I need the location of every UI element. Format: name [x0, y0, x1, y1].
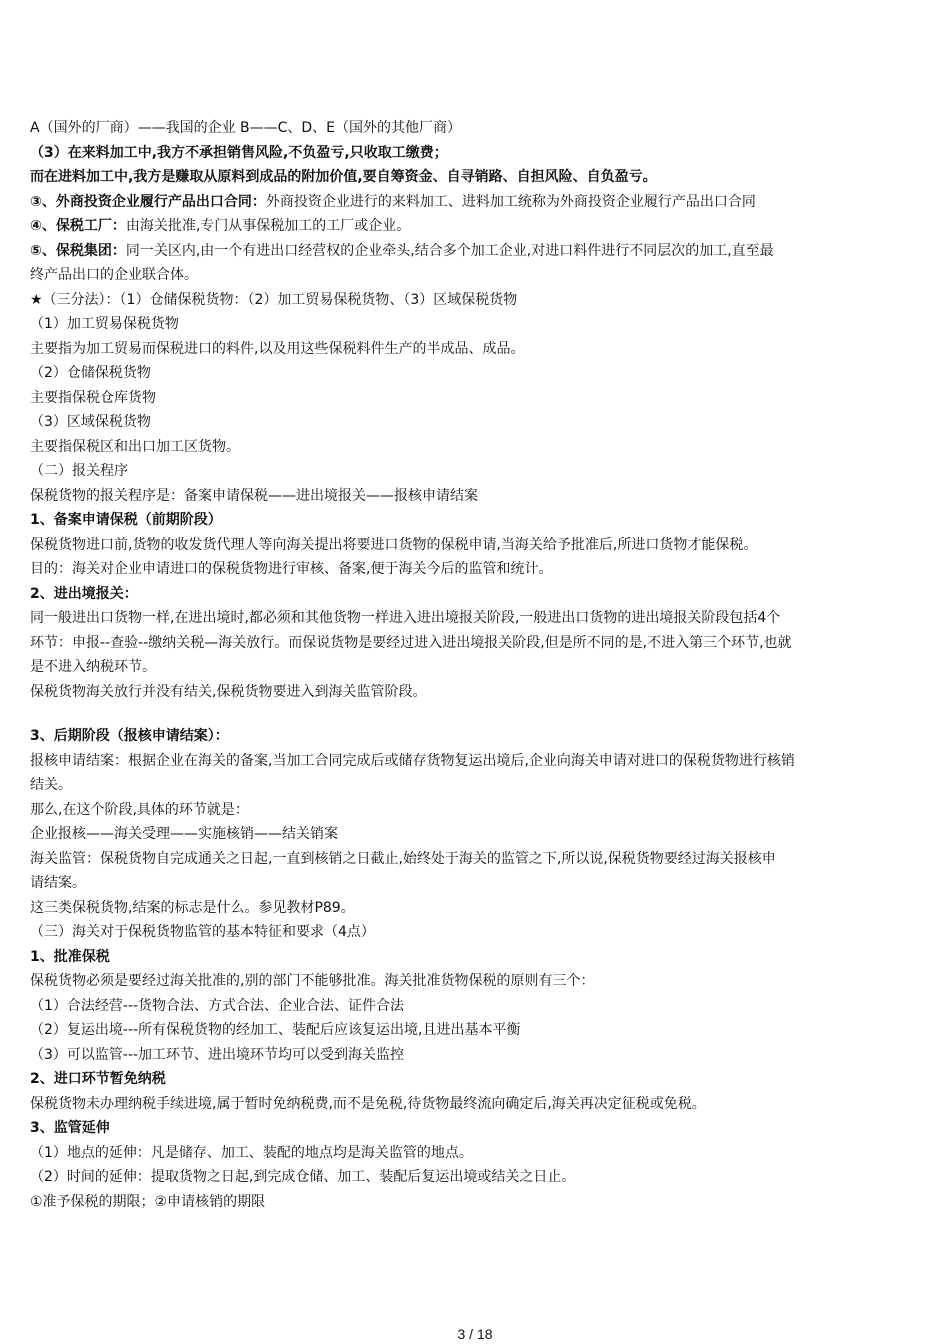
section-heading: （二）报关程序: [30, 463, 128, 479]
text-line: [30, 214, 902, 239]
text-line: 那么,在这个阶段,具体的环节就是：: [30, 801, 249, 818]
text-line: 主要指保税区和出口加工区货物。: [30, 438, 240, 455]
text-line: （2）仓储保税货物: [30, 365, 151, 381]
subsection-heading: 1、备案申请保税（前期阶段）: [30, 512, 222, 528]
text-line: （1）加工贸易保税货物: [30, 316, 179, 332]
text-line: （1）合法经营---货物合法、方式合法、企业合法、证件合法: [30, 997, 405, 1014]
text-line: A（国外的厂商）——我国的企业 B——C、D、E（国外的其他厂商）: [30, 120, 462, 136]
text-line: （2）复运出境---所有保税货物的经加工、装配后应该复运出境,且进出基本平衡: [30, 1022, 521, 1038]
paragraph-gap: [30, 704, 902, 724]
text-line: 保税货物的报关程序是：备案申请保税——进出境报关——报核申请结案: [30, 487, 478, 504]
text-line: 保税货物必须是要经过海关批准的,别的部门不能够批准。海关批准货物保税的原则有三个：: [30, 973, 595, 989]
text-line: 海关监管：保税货物自完成通关之日起,一直到核销之日截止,始终处于海关的监管之下,所以说,保税货物要经过海关报核申: [30, 850, 776, 867]
subsection-heading: 1、批准保税: [30, 948, 110, 965]
text-line: （3）可以监管---加工环节、进出境环节均可以受到海关监控: [30, 1046, 405, 1063]
term-definition: 由海关批准,专门从事保税加工的工厂或企业。: [125, 218, 411, 234]
text-line: ★（三分法）：（1）仓储保税货物：（2）加工贸易保税货物、（3）区域保税货物: [30, 291, 518, 308]
text-line: 目的：海关对企业申请进口的保税货物进行审核、备案,便于海关今后的监管和统计。: [30, 561, 553, 577]
text-line: 保税货物海关放行并没有结关,保税货物要进入到海关监管阶段。: [30, 683, 427, 700]
subsection-heading: 3、监管延伸: [30, 1120, 110, 1136]
text-line: 企业报核——海关受理——实施核销——结关销案: [30, 826, 338, 842]
term-label: ⑤、保税集团：: [30, 242, 126, 259]
text-line: 保税货物进口前,货物的收发货代理人等向海关提出将要进口货物的保税申请,当海关给予批准后,所进口货物才能保税。: [30, 536, 758, 553]
text-line-bold: （3）在来料加工中,我方不承担销售风险,不负盈亏,只收取工缴费；: [30, 144, 448, 161]
text-line: 结关。: [30, 777, 72, 793]
text-line: （2）时间的延伸：提取货物之日起,到完成仓储、加工、装配后复运出境或结关之日止。: [30, 1169, 576, 1185]
subsection-heading: 2、进口环节暂免纳税: [30, 1071, 166, 1087]
text-line: 这三类保税货物,结案的标志是什么。参见教材P89。: [30, 899, 355, 916]
text-line: 是不进入纳税环节。: [30, 659, 156, 675]
text-line: [30, 239, 902, 264]
term-label: ④、保税工厂：: [30, 218, 126, 234]
text-line: 同一般进出口货物一样,在进出境时,都必须和其他货物一样进入进出境报关阶段,一般进出口货物的进出境报关阶段包括4个: [30, 610, 781, 626]
text-line: 环节：申报--查验--缴纳关税—海关放行。而保说货物是要经过进入进出境报关阶段,但是所不同的是,不进入第三个环节,也就: [30, 634, 792, 651]
text-line: ①准予保税的期限；②申请核销的期限: [30, 1193, 266, 1210]
text-line: 保税货物未办理纳税手续进境,属于暂时免纳税费,而不是免税,待货物最终流向确定后,海关再决定征税或免税。: [30, 1095, 706, 1112]
section-heading: （三）海关对于保税货物监管的基本特征和要求（4点）: [30, 924, 375, 940]
term-label: ③、外商投资企业履行产品出口合同：: [30, 193, 266, 210]
text-line: （1）地点的延伸：凡是储存、加工、装配的地点均是海关监管的地点。: [30, 1144, 473, 1161]
text-line: 终产品出口的企业联合体。: [30, 267, 198, 283]
subsection-heading: 3、后期阶段（报核申请结案）：: [30, 728, 229, 744]
text-line: 主要指为加工贸易而保税进口的料件,以及用这些保税料件生产的半成品、成品。: [30, 340, 525, 357]
text-line: 主要指保税仓库货物: [30, 389, 156, 406]
term-definition: 外商投资企业进行的来料加工、进料加工统称为外商投资企业履行产品出口合同: [265, 193, 756, 210]
term-definition: 同一关区内,由一个有进出口经营权的企业牵头,结合多个加工企业,对进口料件进行不同层次的加工,直至最: [125, 242, 774, 259]
text-line: 报核申请结案：根据企业在海关的备案,当加工合同完成后或储存货物复运出境后,企业向海关申请对进口的保税货物进行核销: [30, 752, 795, 769]
text-line-bold: 而在进料加工中,我方是赚取从原料到成品的附加价值,要自筹资金、自寻销路、自担风险、自负盈亏。: [30, 169, 657, 185]
text-line: [30, 190, 902, 215]
page-number: 3 / 18: [457, 1326, 493, 1342]
document-body: [30, 116, 902, 1214]
text-line: （3）区域保税货物: [30, 414, 151, 430]
subsection-heading: 2、进出境报关：: [30, 585, 138, 602]
text-line: 请结案。: [30, 875, 86, 891]
